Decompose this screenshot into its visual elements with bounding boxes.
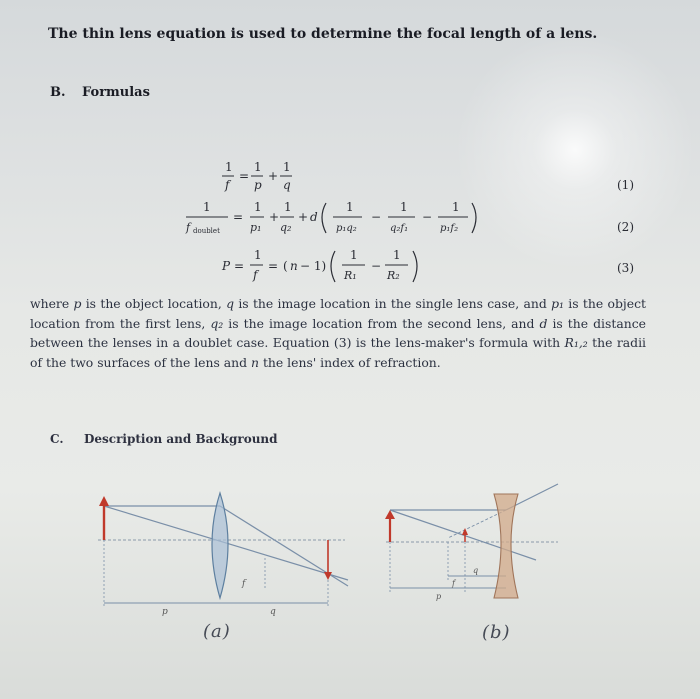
var-d: d <box>539 315 548 331</box>
svg-text:=: = <box>234 259 245 273</box>
figure-a-converging-lens-diagram <box>90 488 370 623</box>
paragraph-text: is the distance between the lenses in a doublet case. Equation (3) is the lens-maker's formula with <box>30 315 646 350</box>
paragraph-text: the lens' index of refraction. <box>259 354 441 370</box>
virtual-ray <box>448 510 506 538</box>
svg-text:f: f <box>225 178 230 192</box>
section-b-title: Formulas <box>82 85 150 100</box>
equation-3 <box>221 248 417 282</box>
label-q: q <box>270 607 276 617</box>
svg-text:=: = <box>233 210 244 224</box>
svg-text:1: 1 <box>284 200 292 214</box>
svg-text:=: = <box>268 259 279 273</box>
svg-text:f: f <box>253 268 258 282</box>
svg-text:P: P <box>222 259 231 273</box>
equation-2-number: (2) <box>617 220 634 234</box>
svg-text:f: f <box>186 221 191 234</box>
section-c-label: C. <box>50 432 64 446</box>
var-p1: p₁ <box>551 296 564 311</box>
figure-b-caption: (b) <box>482 622 511 643</box>
svg-text:p: p <box>254 178 262 192</box>
svg-text:+: + <box>269 210 280 224</box>
equation-block <box>170 155 500 290</box>
svg-text:(: ( <box>283 259 288 273</box>
diverging-lens <box>494 494 518 598</box>
svg-text:1: 1 <box>203 200 211 214</box>
svg-text:1: 1 <box>254 248 262 262</box>
figure-a-caption: (a) <box>203 621 231 642</box>
svg-text:q₂f₁: q₂f₁ <box>390 223 409 234</box>
paragraph-text: the radii of the two surfaces of the lens and <box>30 335 646 370</box>
explanation-paragraph <box>30 294 646 372</box>
svg-text:R₂: R₂ <box>387 269 400 282</box>
image-arrowhead <box>324 572 332 580</box>
svg-text:1: 1 <box>393 248 401 262</box>
svg-text:1: 1 <box>350 248 358 262</box>
svg-text:+: + <box>268 169 279 183</box>
label-f: f <box>452 579 455 588</box>
svg-text:1: 1 <box>452 200 460 214</box>
svg-text:=: = <box>239 169 250 183</box>
svg-text:− 1): − 1) <box>300 259 327 273</box>
svg-text:p₁q₂: p₁q₂ <box>336 223 357 234</box>
paragraph-text: is the object location from the first lens, <box>30 296 646 331</box>
var-p: p <box>73 296 82 311</box>
label-f: f <box>242 579 246 589</box>
intro-sentence: The thin lens equation is used to determine the focal length of a lens. <box>48 26 598 42</box>
var-n: n <box>251 354 260 370</box>
svg-text:1: 1 <box>283 160 291 174</box>
section-b-label: B. <box>50 85 66 100</box>
section-c-title: Description and Background <box>84 432 278 446</box>
image-arrowhead <box>462 528 468 535</box>
object-arrowhead <box>99 496 109 506</box>
svg-text:q: q <box>283 178 291 192</box>
label-p: p <box>162 607 168 617</box>
svg-text:p₁f₂: p₁f₂ <box>440 223 459 234</box>
paragraph-text: is the object location, <box>81 296 227 311</box>
svg-text:1: 1 <box>254 160 262 174</box>
label-p: p <box>436 592 442 601</box>
converging-lens <box>212 493 228 598</box>
svg-text:+: + <box>298 210 309 224</box>
svg-text:1: 1 <box>346 200 354 214</box>
svg-text:q₂: q₂ <box>280 221 292 234</box>
var-r12: R₁,₂ <box>564 335 588 350</box>
var-q2: q₂ <box>210 315 224 331</box>
svg-text:d: d <box>310 210 318 224</box>
equation-2 <box>185 200 476 235</box>
label-q: q <box>473 566 479 575</box>
equation-1-number: (1) <box>617 178 634 192</box>
svg-text:1: 1 <box>400 200 408 214</box>
svg-text:−: − <box>422 210 433 224</box>
eq2-subscript: doublet <box>193 227 220 235</box>
var-q: q <box>226 296 235 311</box>
svg-text:n: n <box>290 259 298 273</box>
svg-text:1: 1 <box>254 200 262 214</box>
equation-1 <box>222 160 292 192</box>
svg-text:−: − <box>371 259 382 273</box>
figure-b-diverging-lens-diagram <box>378 480 563 610</box>
paragraph-text: where <box>30 296 74 311</box>
svg-text:R₁: R₁ <box>344 269 357 282</box>
svg-text:−: − <box>371 210 382 224</box>
svg-text:1: 1 <box>225 160 233 174</box>
svg-text:p₁: p₁ <box>250 221 262 234</box>
paragraph-text: is the image location from the second lens, and <box>223 315 540 331</box>
paragraph-text: is the image location in the single lens case, and <box>234 296 552 311</box>
equation-3-number: (3) <box>617 261 634 275</box>
